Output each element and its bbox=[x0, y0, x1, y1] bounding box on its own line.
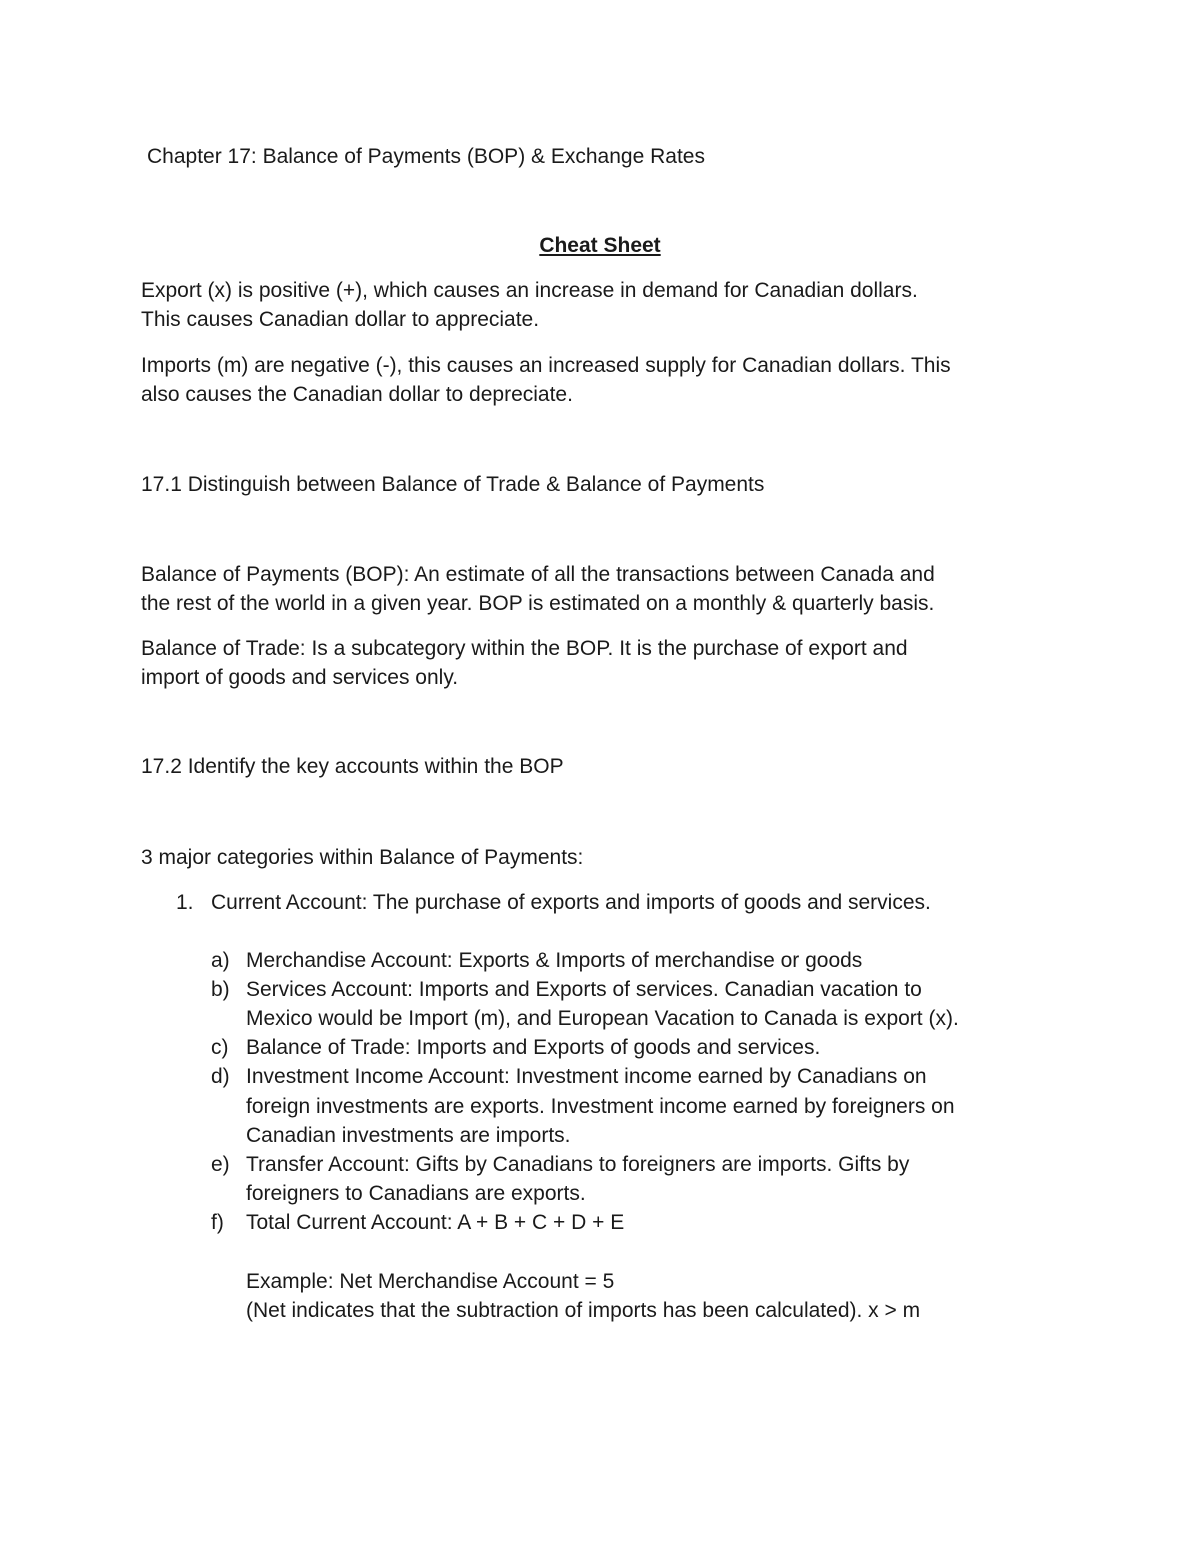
list-marker: 1. bbox=[176, 891, 194, 914]
sub-item-line: Investment Income Account: Investment income earned by Canadians on bbox=[246, 1065, 927, 1088]
paragraph-line: also causes the Canadian dollar to depreciate. bbox=[141, 383, 573, 406]
list-marker: c) bbox=[211, 1036, 229, 1059]
list-marker: b) bbox=[211, 978, 230, 1001]
list-item-text: Current Account: The purchase of exports and imports of goods and services. bbox=[211, 891, 931, 914]
paragraph-line: Export (x) is positive (+), which causes an increase in demand for Canadian dollars. bbox=[141, 279, 918, 302]
example-line: Example: Net Merchandise Account = 5 bbox=[246, 1270, 615, 1293]
paragraph-line: import of goods and services only. bbox=[141, 666, 459, 689]
sub-item-line: Mexico would be Import (m), and European Vacation to Canada is export (x). bbox=[246, 1007, 959, 1030]
paragraph-line: This causes Canadian dollar to appreciate. bbox=[141, 308, 540, 331]
list-marker: d) bbox=[211, 1065, 230, 1088]
paragraph-line: Balance of Trade: Is a subcategory within the BOP. It is the purchase of export and bbox=[141, 637, 908, 660]
sub-item-line: Transfer Account: Gifts by Canadians to foreigners are imports. Gifts by bbox=[246, 1153, 910, 1176]
section-heading-17-1: 17.1 Distinguish between Balance of Trade & Balance of Payments bbox=[141, 473, 765, 496]
sub-item-line: Services Account: Imports and Exports of services. Canadian vacation to bbox=[246, 978, 922, 1001]
list-marker: e) bbox=[211, 1153, 230, 1176]
categories-lead: 3 major categories within Balance of Payments: bbox=[141, 846, 584, 869]
sub-item-line: Merchandise Account: Exports & Imports of merchandise or goods bbox=[246, 949, 863, 972]
list-marker: f) bbox=[211, 1211, 224, 1234]
sub-item-line: Balance of Trade: Imports and Exports of goods and services. bbox=[246, 1036, 821, 1059]
section-heading-17-2: 17.2 Identify the key accounts within the BOP bbox=[141, 755, 564, 778]
paragraph-line: Imports (m) are negative (-), this causes an increased supply for Canadian dollars. This bbox=[141, 354, 951, 377]
sub-item-line: foreign investments are exports. Investment income earned by foreigners on bbox=[246, 1095, 955, 1118]
paragraph-line: the rest of the world in a given year. BOP is estimated on a monthly & quarterly basis. bbox=[141, 592, 935, 615]
sub-item-line: Total Current Account: A + B + C + D + E bbox=[246, 1211, 625, 1234]
sub-item-line: foreigners to Canadians are exports. bbox=[246, 1182, 586, 1205]
paragraph-line: Balance of Payments (BOP): An estimate of all the transactions between Canada and bbox=[141, 563, 935, 586]
chapter-title: Chapter 17: Balance of Payments (BOP) & Exchange Rates bbox=[147, 145, 705, 168]
sub-item-line: Canadian investments are imports. bbox=[246, 1124, 571, 1147]
cheat-sheet-heading: Cheat Sheet bbox=[539, 234, 661, 257]
list-marker: a) bbox=[211, 949, 230, 972]
example-line: (Net indicates that the subtraction of imports has been calculated). x > m bbox=[246, 1299, 921, 1322]
